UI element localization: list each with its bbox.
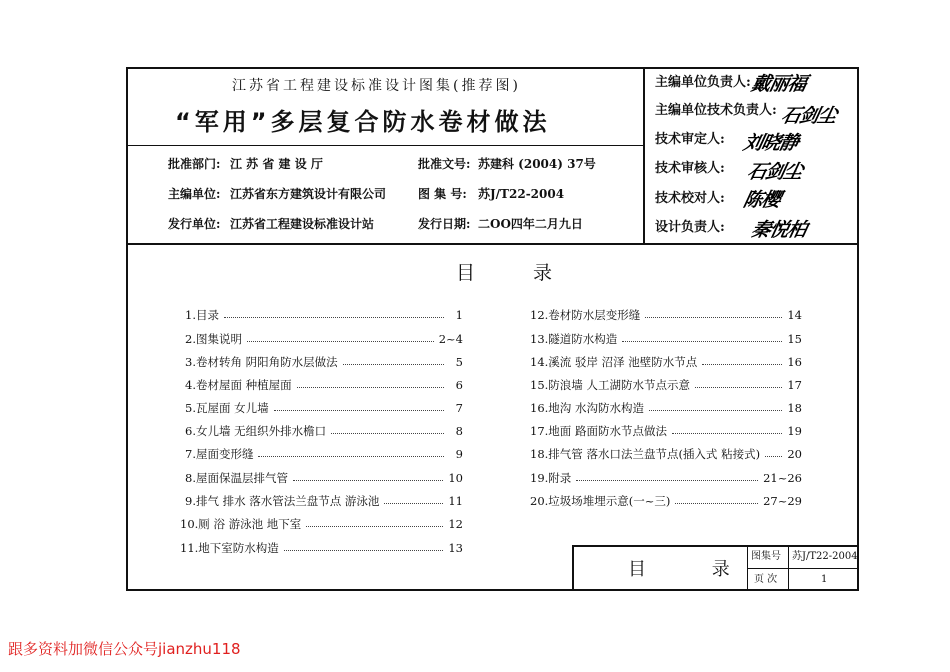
toc-entry[interactable]: [180, 516, 463, 532]
toc-entry[interactable]: [185, 307, 463, 323]
approval-dept-value: 江 苏 省 建 设 厅: [230, 157, 323, 171]
toc-entry-label: 9.排气 排水 落水管法兰盘节点 游泳池: [185, 494, 380, 508]
toc-entry-label: 15.防浪墙 人工湖防水节点示意: [530, 378, 690, 392]
toc-entry-page: 7: [455, 401, 463, 415]
chief-editor-unit-value: 江苏省东方建筑设计有限公司: [230, 187, 387, 201]
header-vertical-divider: [643, 67, 645, 245]
publish-date-label: 发行日期:: [418, 217, 471, 231]
dot-leader: [695, 387, 782, 388]
toc-entry-page: 16: [787, 355, 802, 369]
approval-no-value: 苏建科 (2004) 37号: [478, 157, 596, 171]
toc-entry-page: 17: [787, 378, 802, 392]
dot-leader: [649, 410, 782, 411]
toc-entry-label: 14.溪流 驳岸 沼泽 池壁防水节点: [530, 355, 698, 369]
toc-entry-label: 10.厕 浴 游泳池 地下室: [180, 517, 302, 531]
toc-entry-label: 5.瓦屋面 女儿墙: [185, 401, 269, 415]
toc-entry-page: 14: [787, 308, 802, 322]
toc-entry-page: 13: [448, 541, 463, 555]
approval-no-label: 批准文号:: [418, 157, 471, 171]
dot-leader: [247, 341, 434, 342]
toc-entry-label: 4.卷材屋面 种植屋面: [185, 378, 292, 392]
toc-entry-label: 11.地下室防水构造: [180, 541, 279, 555]
toc-entry[interactable]: [530, 423, 802, 439]
atlas-no-value: 苏J/T22-2004: [478, 187, 565, 201]
toc-entry-page: 18: [787, 401, 802, 415]
toc-entry[interactable]: [530, 377, 802, 393]
dot-leader: [331, 433, 444, 434]
dot-leader: [672, 433, 782, 434]
toc-entry-page: 12: [448, 517, 463, 531]
toc-entry-page: 1: [455, 308, 463, 322]
page-number-value: 1: [821, 574, 828, 585]
signature-label: 主编单位负责人:: [655, 75, 751, 90]
toc-entry-page: 27~29: [763, 494, 802, 508]
handwritten-signature: 石剑尘: [745, 161, 805, 183]
toc-entry-label: 6.女儿墙 无组织外排水檐口: [185, 424, 327, 438]
main-title: “军用”多层复合防水卷材做法: [175, 108, 551, 136]
dot-leader: [576, 480, 758, 481]
toc-entry-label: 16.地沟 水沟防水构造: [530, 401, 644, 415]
toc-heading: 目 录: [456, 262, 579, 284]
toc-entry[interactable]: [185, 331, 463, 347]
dot-leader: [384, 503, 443, 504]
chief-editor-unit-label: 主编单位:: [168, 187, 221, 201]
dot-leader: [765, 456, 782, 457]
toc-entry-page: 10: [448, 471, 463, 485]
handwritten-signature: 刘晓静: [741, 132, 801, 154]
dot-leader: [622, 341, 782, 342]
toc-entry-label: 1.目录: [185, 308, 219, 322]
dot-leader: [293, 480, 443, 481]
header-inner-rule: [126, 145, 644, 146]
toc-entry[interactable]: [185, 423, 463, 439]
toc-entry-label: 19.附录: [530, 471, 572, 485]
atlas-number-label: 图集号: [751, 551, 781, 562]
toc-entry[interactable]: [185, 400, 463, 416]
atlas-number-value: 苏J/T22-2004: [792, 551, 858, 562]
toc-entry[interactable]: [530, 331, 802, 347]
toc-entry[interactable]: [185, 470, 463, 486]
toc-entry-label: 17.地面 路面防水节点做法: [530, 424, 667, 438]
toc-entry[interactable]: [185, 493, 463, 509]
title-block-left-rule: [572, 545, 574, 591]
dot-leader: [343, 364, 444, 365]
toc-entry[interactable]: [530, 400, 802, 416]
publisher-value: 江苏省工程建设标准设计站: [230, 217, 375, 231]
signature-label: 设计负责人:: [655, 220, 725, 235]
toc-entry[interactable]: [530, 307, 802, 323]
title-block-title: 目 录: [628, 559, 760, 580]
toc-entry-page: 15: [787, 332, 802, 346]
toc-entry-label: 13.隧道防水构造: [530, 332, 618, 346]
publish-date-value: 二OO四年二月九日: [478, 217, 583, 231]
dot-leader: [306, 526, 443, 527]
signature-label: 技术审定人:: [655, 132, 725, 147]
toc-entry-label: 8.屋面保温层排气管: [185, 471, 288, 485]
toc-entry-page: 9: [455, 447, 463, 461]
toc-entry-page: 21~26: [763, 471, 802, 485]
toc-entry-label: 12.卷材防水层变形缝: [530, 308, 641, 322]
toc-entry[interactable]: [185, 354, 463, 370]
dot-leader: [645, 317, 782, 318]
dot-leader: [675, 503, 758, 504]
toc-entry-page: 5: [455, 355, 463, 369]
handwritten-signature: 石剑尘: [779, 105, 839, 127]
header-bottom-rule: [126, 243, 859, 245]
atlas-no-label: 图 集 号:: [418, 187, 467, 201]
toc-entry-page: 6: [455, 378, 463, 392]
toc-entry-label: 7.屋面变形缝: [185, 447, 254, 461]
toc-entry[interactable]: [530, 354, 802, 370]
watermark-footer: 跟多资料加微信公众号jianzhu118: [8, 640, 241, 658]
toc-entry[interactable]: [530, 446, 802, 462]
toc-entry-page: 19: [787, 424, 802, 438]
series-title: 江苏省工程建设标准设计图集(推荐图): [232, 78, 521, 94]
dot-leader: [274, 410, 444, 411]
toc-entry[interactable]: [530, 470, 802, 486]
toc-entry-label: 2.图集说明: [185, 332, 242, 346]
handwritten-signature: 秦悦柏: [749, 219, 809, 241]
dot-leader: [702, 364, 782, 365]
approval-dept-label: 批准部门:: [168, 157, 221, 171]
dot-leader: [297, 387, 444, 388]
toc-entry-page: 20: [787, 447, 802, 461]
signature-label: 主编单位技术负责人:: [655, 103, 777, 118]
toc-entry-page: 8: [455, 424, 463, 438]
publisher-label: 发行单位:: [168, 217, 221, 231]
toc-entry-label: 3.卷材转角 阴阳角防水层做法: [185, 355, 338, 369]
toc-entry[interactable]: [185, 377, 463, 393]
toc-entry-page: 2~4: [438, 332, 463, 346]
dot-leader: [224, 317, 444, 318]
title-block-mid-rule: [747, 568, 859, 569]
title-block-top-rule: [572, 545, 859, 547]
signature-label: 技术审核人:: [655, 161, 725, 176]
toc-entry-label: 20.垃圾场堆埋示意(一~三): [530, 494, 671, 508]
toc-entry-page: 11: [448, 494, 463, 508]
handwritten-signature: 戴丽福: [749, 73, 809, 95]
dot-leader: [258, 456, 444, 457]
toc-entry-label: 18.排气管 落水口法兰盘节点(插入式 粘接式): [530, 447, 761, 461]
toc-entry[interactable]: [185, 446, 463, 462]
signature-label: 技术校对人:: [655, 191, 725, 206]
toc-entry[interactable]: [180, 540, 463, 556]
toc-entry[interactable]: [530, 493, 802, 509]
handwritten-signature: 陈樱: [741, 189, 783, 211]
dot-leader: [284, 550, 444, 551]
page-number-label: 页 次: [754, 574, 778, 585]
